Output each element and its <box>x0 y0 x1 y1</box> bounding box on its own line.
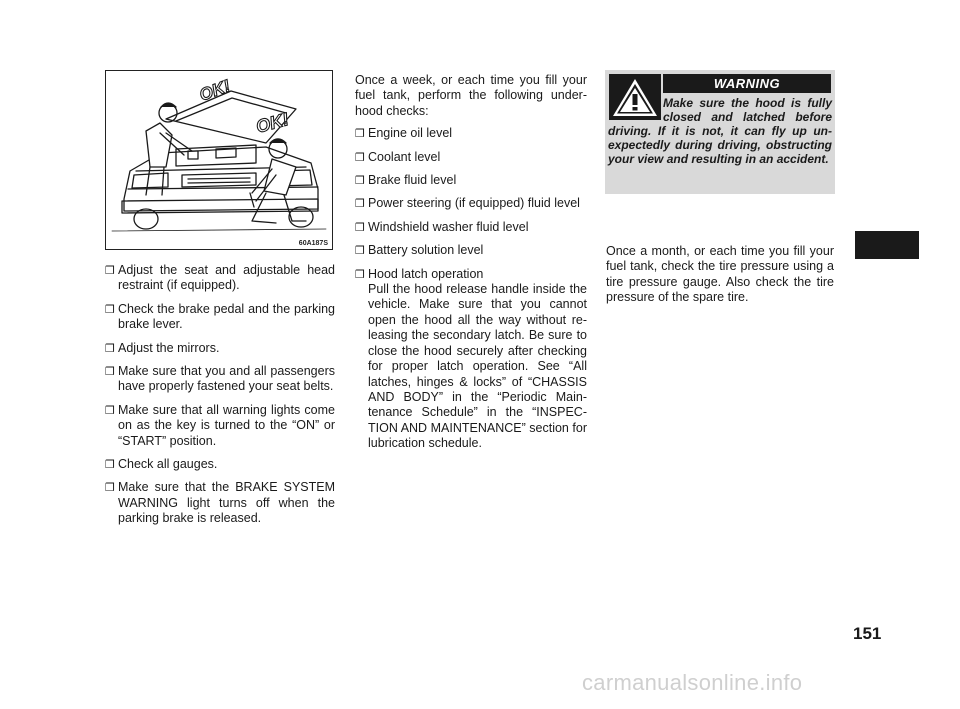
list-item <box>105 263 335 294</box>
hood-latch-text: Pull the hood release handle inside the vehicle. Make sure that you cannot open the hood all the way without releasing the secondary latch. Be sure to close the hood securely after checking for proper latch operation. See “All latches, hinges & locks” of “CHASSIS AND BODY” in the “Periodic Maintenance Schedule” in the “INSPECTION AND MAINTENANCE” section for lubrication schedule. <box>368 282 587 451</box>
pre-drive-checklist <box>105 263 335 527</box>
ok-callout-1: OK! <box>196 76 233 105</box>
list-item <box>105 403 335 449</box>
list-item <box>355 196 587 211</box>
checkbox-bullet-icon: ❒ <box>105 458 115 472</box>
list-item <box>355 243 587 258</box>
list-item <box>105 341 335 356</box>
weekly-checks-intro: Once a week, or each time you fill your fuel tank, perform the following underhood checks: <box>355 73 587 118</box>
checkbox-bullet-icon: ❒ <box>355 127 365 141</box>
warning-text: Make sure the hood is fully closed and latched before driving. If it is not, it can fly up unexpectedly during driving, obstructing your view and resulting in an accident. <box>608 96 832 166</box>
list-item <box>105 457 335 472</box>
list-item-text: Make sure that you and all passengers have properly fastened your seat belts. <box>118 364 335 394</box>
underhood-checklist <box>355 126 587 451</box>
list-item-text: Check the brake pedal and the parking brake lever. <box>118 301 335 332</box>
checkbox-bullet-icon: ❒ <box>355 174 365 188</box>
list-item <box>105 302 335 333</box>
list-item <box>105 480 335 526</box>
watermark: carmanualsonline.info <box>582 670 803 695</box>
list-item-text: Check all gauges. <box>118 457 218 472</box>
checkbox-bullet-icon: ❒ <box>355 197 365 211</box>
list-item-text: Engine oil level <box>368 126 453 141</box>
checkbox-bullet-icon: ❒ <box>105 264 115 277</box>
list-item-text: Make sure that the BRAKE SYSTEM WARNING light turns off when the parking brake is released. <box>118 480 335 526</box>
list-item-text: Coolant level <box>368 149 441 164</box>
list-item-hood-latch <box>355 267 587 452</box>
column-3 <box>606 244 834 306</box>
list-item-text: Adjust the seat and adjustable head restraint (if equipped). <box>118 263 335 293</box>
list-item-text: Brake fluid level <box>368 173 457 188</box>
checkbox-bullet-icon: ❒ <box>105 403 115 417</box>
list-item-text: Make sure that all warning lights come on as the key is turned to the “ON” or “START” position. <box>118 402 335 448</box>
column-2 <box>355 73 587 460</box>
list-item-text: Battery solution level <box>368 243 484 258</box>
list-item <box>355 173 587 188</box>
list-item <box>355 126 587 141</box>
warning-box <box>605 70 835 194</box>
checkbox-bullet-icon: ❒ <box>105 341 115 355</box>
checkbox-bullet-icon: ❒ <box>105 302 115 316</box>
section-tab-marker <box>855 231 919 259</box>
list-item <box>355 220 587 235</box>
warning-text-block <box>608 96 832 166</box>
warning-heading: WARNING <box>663 74 831 93</box>
list-item <box>355 150 587 165</box>
hood-latch-title: Hood latch operation <box>368 266 484 281</box>
list-item-text: Adjust the mirrors. <box>118 340 220 355</box>
illustration-code: 60A187S <box>298 240 328 247</box>
hood-check-drawing <box>106 71 332 249</box>
checkbox-bullet-icon: ❒ <box>355 150 365 164</box>
column-1 <box>105 263 335 535</box>
checkbox-bullet-icon: ❒ <box>355 244 365 258</box>
ok-callout-2: OK! <box>253 109 291 137</box>
checkbox-bullet-icon: ❒ <box>105 365 115 379</box>
page-number: 151 <box>853 624 882 643</box>
illustration-hood-check <box>105 70 333 250</box>
list-item-text: Power steering (if equipped) fluid level <box>368 196 580 211</box>
checkbox-bullet-icon: ❒ <box>105 481 115 495</box>
checkbox-bullet-icon: ❒ <box>355 267 365 281</box>
list-item <box>105 364 335 395</box>
checkbox-bullet-icon: ❒ <box>355 220 365 234</box>
list-item-text: Windshield washer fluid level <box>368 219 529 234</box>
tire-pressure-text: Once a month, or each time you fill your fuel tank, check the tire pressure using a tire pressure gauge. Also check the tire pressure of the spare tire. <box>606 244 834 305</box>
